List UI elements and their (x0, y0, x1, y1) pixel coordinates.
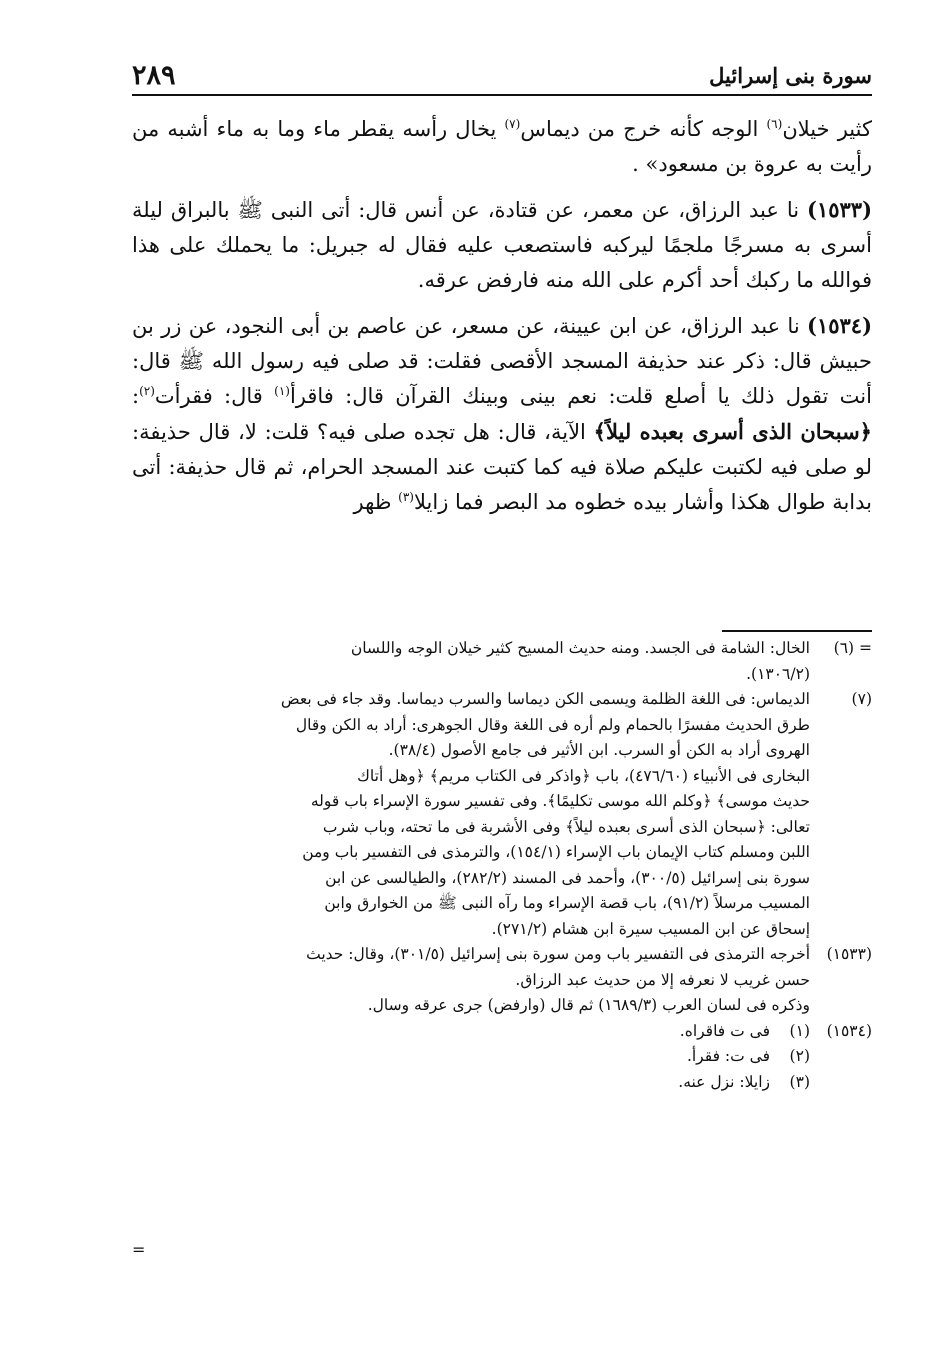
hadith-text: ظهر (353, 490, 399, 514)
footnote-sub-id: (٢) (789, 1047, 810, 1065)
hadith-text: الآية، قال: هل تجده صلى فيه؟ قلت: لا، قال حذيفة: لو صلى فيه لكتبت عليكم صلاة فيه كما كتبت عند المسجد الحرام، ثم قال حذيفة: أتى بدابة طوال هكذا وأشار بيده خطوه مد البصر فما زايلا (132, 420, 872, 514)
footnote-7 (132, 687, 872, 942)
paragraph-continued (132, 112, 872, 182)
footnote-line: الديماس: فى اللغة الظلمة ويسمى الكن ديماسا والسرب ديماسا. وقد جاء فى بعض (280, 690, 810, 708)
footnote-rule (722, 630, 872, 632)
footnote-ref-1: (١) (274, 384, 290, 398)
text-run: الوجه كأنه خرج من ديماس (520, 117, 767, 141)
footnote-body: فى ت فاقراه. (679, 1021, 770, 1040)
footnote-line: أخرجه الترمذى فى التفسير باب ومن سورة بنى إسرائيل (٣٠١/٥)، وقال: حديث (306, 945, 810, 963)
footnote-body (132, 942, 810, 1019)
footnote-ref-6: (٦) (766, 117, 783, 131)
footnote-line: البخارى فى الأنبياء (٤٧٦/٦٠)، باب ﴿واذكر فى الكتاب مريم﴾ ﴿وهل أتاك (357, 766, 810, 785)
quran-verse: ﴿سبحان الذى أسرى بعبده ليلاً﴾ (593, 419, 872, 444)
page-number: ٢٨٩ (132, 59, 176, 91)
footnote-line: إسحاق عن ابن المسيب سيرة ابن هشام (٢٧١/٢). (491, 919, 810, 938)
footnote-line: اللبن ومسلم كتاب الإيمان باب الإسراء (١٥٤/١)، والترمذى فى التفسير باب ومن (302, 843, 810, 861)
footnote-line: حسن غريب لا نعرفه إلا من حديث عبد الرزاق. (515, 970, 810, 989)
footnote-line: (١٣٠٦/٢). (746, 664, 810, 683)
footnote-id: (١٥٣٤) (826, 1021, 872, 1040)
footnote-line: الهروى أراد به الكن أو السرب. ابن الأثير فى جامع الأصول (٣٨/٤). (388, 741, 810, 759)
footnote-1534-2 (132, 1044, 872, 1070)
footnote-body (132, 687, 810, 942)
footnote-body: فى ت: فقرأ. (686, 1047, 770, 1065)
hadith-number: (١٥٣٣) (807, 197, 872, 222)
main-text (132, 112, 872, 530)
footnote-line: المسيب مرسلاً (٩١/٢)، باب قصة الإسراء وما رآه النبى ﷺ من الخوارق وابن (324, 894, 810, 912)
continuation-mark: = (132, 1240, 146, 1259)
footnote-ref-7: (٧) (504, 117, 521, 131)
footnote-1534-1 (132, 1019, 872, 1045)
footnote-1534-3 (132, 1070, 872, 1096)
header-rule (132, 94, 872, 96)
footnote-1533 (132, 942, 872, 1019)
text-run: يخال رأسه يقطر ماء وما به ماء أشبه من رأيت به عروة بن مسعود» . (132, 117, 872, 176)
text-run: كثير خيلان (782, 117, 872, 141)
hadith-text: نا عبد الرزاق، عن معمر، عن قتادة، عن أنس قال: أتى النبى ﷺ بالبراق ليلة أسرى به مسرجًا ملجمًا ليركبه فاستصعب عليه فقال له جبريل: ما يحملك على هذا فوالله ما ركبك أحد أكرم على الله منه فارفض عرقه. (132, 198, 872, 292)
footnote-ref-2: (٢) (139, 384, 155, 398)
hadith-text: قال: فقرأت (154, 384, 275, 408)
footnote-line: حديث موسى﴾ ﴿وكلم الله موسى تكليمًا﴾. وفى تفسير سورة الإسراء باب قوله (310, 792, 810, 810)
running-title: سورة بنى إسرائيل (709, 62, 872, 88)
footnote-body (132, 636, 810, 687)
footnote-id: (٧) (851, 690, 872, 708)
hadith-1534 (132, 308, 872, 520)
footnote-sub-id: (٣) (789, 1072, 810, 1091)
footnote-line: الخال: الشامة فى الجسد. ومنه حديث المسيح كثير خيلان الوجه واللسان (350, 639, 810, 657)
hadith-1533 (132, 192, 872, 298)
footnote-line: طرق الحديث مفسرًا بالحمام ولم أره فى اللغة وقال الجوهرى: أراد به الكن وقال (295, 715, 810, 734)
footnote-line: تعالى: ﴿سبحان الذى أسرى بعبده ليلاً﴾ وفى الأشربة فى ما تحته، وباب شرب (322, 817, 810, 836)
footnote-line: سورة بنى إسرائيل (٣٠٠/٥)، وأحمد فى المسند (٢٨٢/٢)، والطيالسى عن ابن (325, 868, 810, 887)
footnote-6 (132, 636, 872, 687)
page-header (132, 58, 872, 92)
footnotes (132, 636, 872, 1095)
footnote-id: (١٥٣٣) (826, 945, 872, 963)
footnote-body: زايلا: نزل عنه. (678, 1072, 770, 1091)
footnote-ref-3: (٣) (398, 490, 414, 504)
footnote-sub-id: (١) (789, 1021, 810, 1040)
hadith-number: (١٥٣٤) (807, 313, 872, 338)
hadith-text: : (132, 384, 140, 408)
footnote-line: وذكره فى لسان العرب (١٦٨٩/٣) ثم قال (وارفض) جرى عرقه وسال. (367, 996, 810, 1014)
hadith-text: نا عبد الرزاق، عن ابن عيينة، عن مسعر، عن عاصم بن أبى النجود، عن زر بن حبيش قال: ذكر عند حذيفة المسجد الأقصى فقلت: قد صلى فيه رسول الله ﷺ قال: أنت تقول ذلك يا أصلع قلت: نعم بينى وبينك القرآن قال: فاقرأ (132, 314, 872, 408)
footnote-id: = (٦) (833, 639, 872, 657)
